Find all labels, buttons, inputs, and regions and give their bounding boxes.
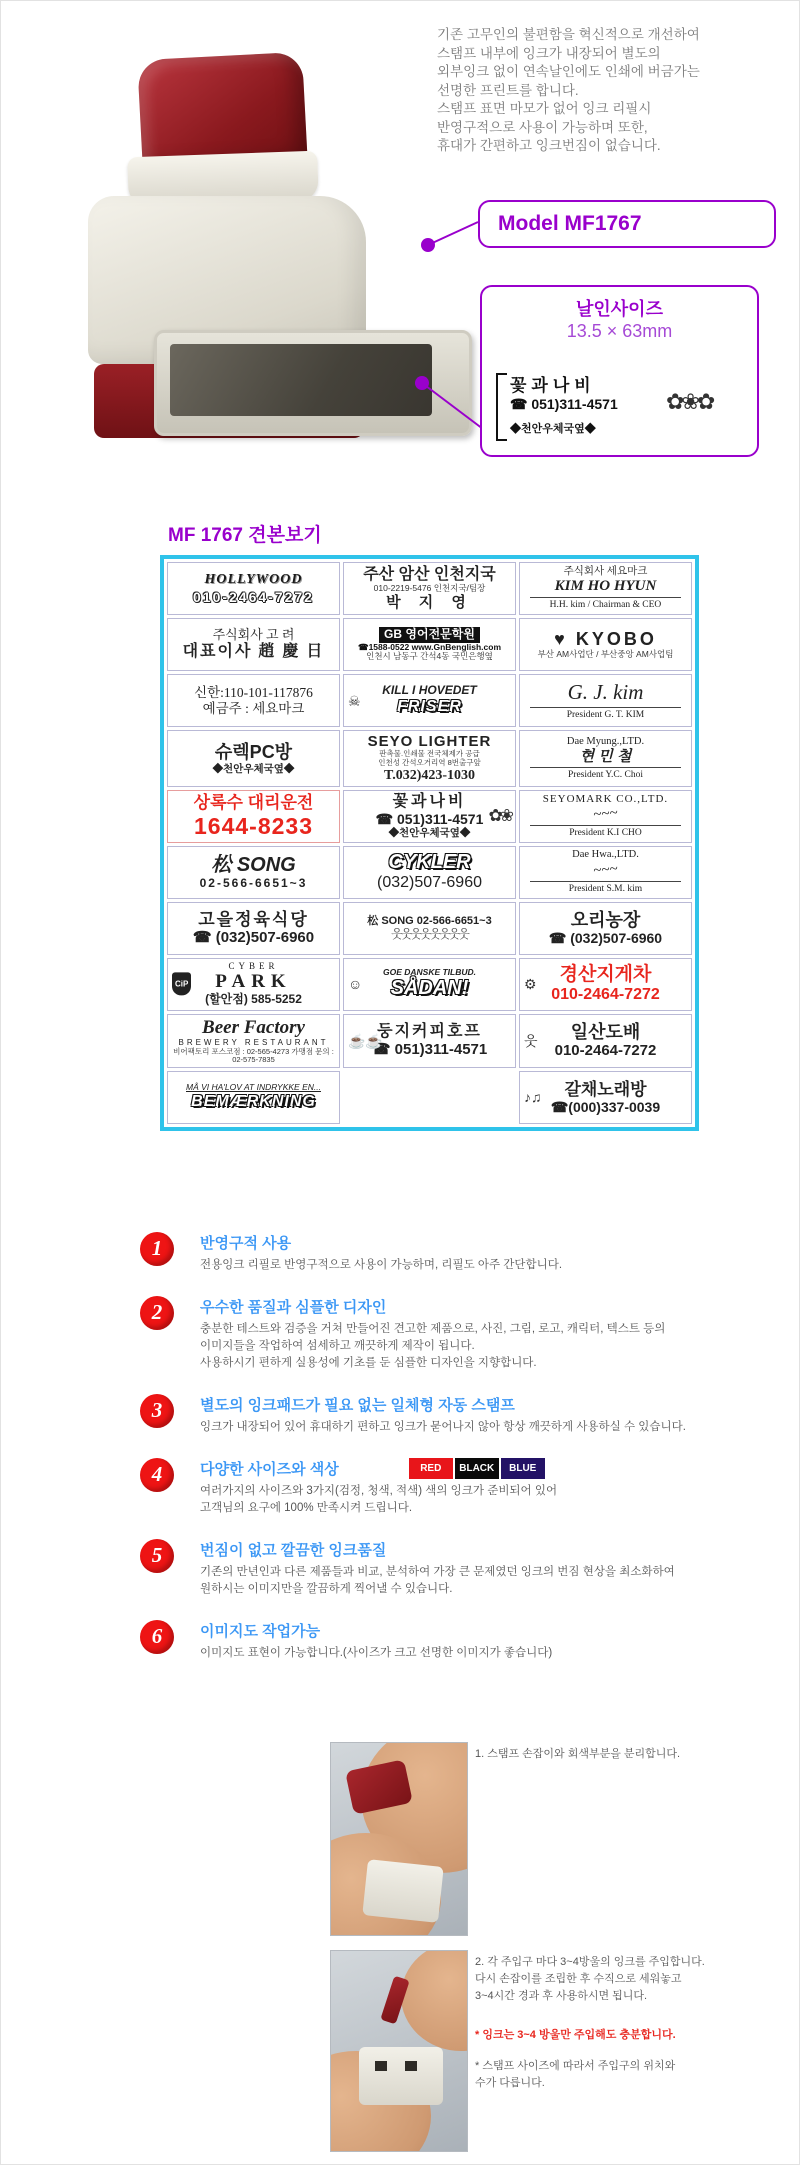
- sample-line: 일산도배: [570, 1021, 641, 1042]
- sample-line: KILL I HOVEDET: [382, 683, 477, 698]
- sample-line: 1644-8233: [194, 812, 313, 839]
- ink-color-chips: [409, 1458, 545, 1479]
- intro-description-line: 반영구적으로 사용이 가능하며 또한,: [437, 119, 648, 135]
- sample-line: ☎ 051)311-4571: [375, 811, 484, 828]
- sample-line: 박 지 영: [386, 593, 473, 611]
- sample-line: 주산 암산 인천지국: [363, 565, 496, 583]
- sample-line: G. J. kim: [567, 680, 644, 705]
- feature-title: 번짐이 없고 깔끔한 잉크품질: [200, 1542, 387, 1559]
- sample-line: 010-2464-7272: [551, 985, 660, 1003]
- feature-title: 반영구적 사용: [200, 1235, 292, 1252]
- sample-line: President G. T. KIM: [530, 707, 682, 721]
- feature-body: [200, 1458, 720, 1517]
- imprint-name: 꽃과나비: [510, 376, 596, 395]
- sample-line: ☎ (032)507-6960: [548, 930, 663, 947]
- step2-caption-line: 3~4시간 경과 후 사용하시면 됩니다.: [475, 1990, 648, 2002]
- sample-line: 010-2464-7272: [554, 1042, 657, 1060]
- size-value: 13.5 × 63mm: [566, 321, 673, 341]
- intro-description-line: 외부잉크 없이 연속날인에도 인쇄에 버금가는: [437, 64, 700, 79]
- sample-cyber-park: [167, 958, 340, 1011]
- step2-caption-line: 2. 각 주입구 마다 3~4방울의 잉크를 주입합니다.: [475, 1956, 705, 1968]
- feature-body: [200, 1296, 720, 1372]
- sample-line: 비어팩토리 포스코점 : 02-565-4273 가맹점 문의 : 02-575-7835: [173, 1046, 334, 1065]
- sample-line: 판촉물.인쇄물 전국체제가 공급: [379, 749, 480, 759]
- sample-kyobo: [519, 618, 692, 671]
- sample-line: HOLLYWOOD: [204, 572, 303, 588]
- step1-caption: 1. 스탬프 손잡이와 회색부분을 분리합니다.: [475, 1748, 681, 1760]
- product-photo: [70, 48, 470, 448]
- sample-bemaerkning: [167, 1071, 340, 1124]
- sample-shinhan-account: [167, 674, 340, 727]
- sample-line: BEMÆRKNING: [191, 1093, 316, 1111]
- sample-line: 02-566-6651~3: [199, 875, 308, 890]
- ink-port-shape: [405, 2061, 417, 2071]
- stamp-base-shape: [362, 1859, 443, 1923]
- feature-title: 다양한 사이즈와 색상: [200, 1461, 339, 1478]
- samples-grid: [160, 555, 699, 1131]
- sample-line: ◆천안우체국옆◆: [212, 762, 295, 775]
- sample-ilsan-dobae: [519, 1014, 692, 1068]
- sample-seyo-lighter: [343, 730, 516, 787]
- sample-line: SEYOMARK CO.,LTD.: [542, 793, 669, 806]
- sample-line: 갈채노래방: [564, 1079, 647, 1099]
- sample-line: ☎ 051)311-4571: [371, 1041, 488, 1059]
- sample-gnb-english: [343, 618, 516, 671]
- sample-line: 꽃과나비: [392, 792, 467, 810]
- sample-hollywood: [167, 562, 340, 615]
- hand-photo-shape: [401, 1950, 468, 2051]
- sample-line: KIM HO HYUN: [554, 577, 657, 594]
- sample-line: Dae Hwa.,LTD.: [572, 849, 639, 861]
- feature-body: [200, 1232, 720, 1274]
- sample-line: 주식회사 고 려: [212, 626, 295, 642]
- sample-line: Dae Myung.,LTD.: [566, 735, 645, 747]
- sample-line: 인천시 남동구 간석4동 국민은행옆: [366, 651, 493, 662]
- sample-daemyung: [519, 730, 692, 787]
- sample-line: PARK: [215, 971, 292, 993]
- sample-gyeongsan-forklift: [519, 958, 692, 1011]
- feature-title: 별도의 잉크패드가 필요 없는 일체형 자동 스탬프: [200, 1397, 515, 1414]
- forklift-doodle-icon: ⚙: [524, 976, 537, 993]
- feature-item: [140, 1296, 720, 1372]
- sample-seyomark-cho: [519, 790, 692, 843]
- cartoon-character-icon: ☺: [348, 976, 363, 993]
- skull-doodle-icon: ☠: [348, 692, 361, 709]
- sample-line: ◆천안우체국옆◆: [388, 827, 471, 840]
- sample-line: 상록수 대리운전: [193, 793, 314, 813]
- step2-extra-note-line: * 스탬프 사이즈에 따라서 주입구의 위치와: [475, 2060, 676, 2072]
- feature-item: [140, 1458, 720, 1517]
- sample-sadan: [343, 958, 516, 1011]
- sample-jusan-amsan: [343, 562, 516, 615]
- sample-duck-farm: [519, 902, 692, 955]
- sample-line: ☎1588-0522 www.GnBenglish.com: [357, 641, 501, 652]
- sample-line: President Y.C. Choi: [530, 767, 682, 781]
- sample-line: President K.I CHO: [530, 825, 682, 839]
- sample-line: 신한:110-101-117876: [194, 684, 313, 700]
- feature-item: [140, 1539, 720, 1598]
- feature-text-line: 고객님의 요구에 100% 만족시켜 드립니다.: [200, 1502, 413, 1514]
- sample-line: FRISER: [397, 698, 462, 716]
- intro-description-line: 스탬프 표면 마모가 없어 잉크 리필시: [437, 101, 652, 116]
- sample-shrek-pcbang: [167, 730, 340, 787]
- sample-cykler: [343, 846, 516, 899]
- intro-description-line: 선명한 프린트를 합니다.: [437, 82, 579, 98]
- intro-description: [437, 26, 777, 156]
- singing-notes-icon: ♪♫: [524, 1089, 542, 1106]
- sample-line: (032)507-6960: [377, 874, 482, 892]
- ink-color-chip-blue: BLUE: [501, 1458, 545, 1479]
- feature-text-line: 기존의 만년인과 다른 제품들과 비교, 분석하여 가장 큰 문제였던 잉크의 번짐 현상을 최소화하여: [200, 1566, 675, 1578]
- sample-line: GB 영어전문학원: [379, 627, 480, 643]
- sample-line: ♥ KYOBO: [554, 629, 657, 650]
- sample-line: 松 SONG 02-566-6651~3: [367, 914, 492, 927]
- sample-line: Beer Factory: [202, 1016, 305, 1038]
- step2-red-note: * 잉크는 3~4 방울만 주입해도 충분합니다.: [475, 2029, 676, 2041]
- feature-title: 우수한 품질과 심플한 디자인: [200, 1299, 387, 1316]
- imprint-address: ◆천안우체국옆◆: [510, 423, 596, 435]
- sample-line: SEYO LIGHTER: [367, 733, 492, 750]
- sample-line: 둥지커피호프: [377, 1022, 482, 1040]
- sample-line: 부산 AM사업단 / 부산중앙 AM사업팀: [537, 648, 674, 659]
- crowd-doodle-icon: 웃웃웃웃웃웃웃웃: [391, 926, 468, 941]
- feature-body: [200, 1394, 720, 1436]
- sample-imprint: [496, 371, 713, 436]
- samples-title: MF 1767 견본보기: [168, 525, 322, 546]
- sample-galchae-karaoke: [519, 1071, 692, 1124]
- step2-extra-note: [475, 2058, 785, 2092]
- size-callout: [480, 285, 759, 457]
- sample-gjkim: [519, 674, 692, 727]
- feature-body: [200, 1539, 720, 1598]
- sample-daehwa: [519, 846, 692, 899]
- sample-dungji-hof: [343, 1014, 516, 1068]
- feature-number-badge: 6: [140, 1620, 174, 1654]
- feature-text-line: 여러가지의 사이즈와 3가지(검정, 청색, 적색) 색의 잉크가 준비되어 있어: [200, 1485, 558, 1497]
- sample-line: MÅ VI HA'LOV AT INDRYKKE EN...: [186, 1082, 321, 1093]
- butterfly-flower-doodle: ✿❀✿: [666, 389, 713, 414]
- stamp-window-screen: [170, 344, 432, 416]
- feature-text-line: 잉크가 내장되어 있어 휴대하기 편하고 잉크가 묻어나지 않아 항상 깨끗하게 사용하실 수 있습니다.: [200, 1421, 686, 1433]
- sample-line: 예금주 : 세요마크: [202, 700, 305, 716]
- sample-line: H.H. kim / Chairman & CEO: [530, 597, 682, 611]
- sample-line: ~~~: [592, 860, 619, 879]
- flower-doodle-icon: ✿❀: [488, 806, 511, 826]
- feature-text-line: 이미지들을 작업하여 섬세하고 깨끗하게 제작이 됩니다.: [200, 1340, 475, 1352]
- feature-list: [140, 1232, 720, 1684]
- feature-item: [140, 1232, 720, 1274]
- ink-port-shape: [375, 2061, 387, 2071]
- size-title: 날인사이즈: [576, 299, 663, 319]
- sample-line: 오리농장: [570, 909, 641, 930]
- feature-number-badge: 1: [140, 1232, 174, 1266]
- sample-line: 고을정육식당: [198, 909, 309, 929]
- feature-number-badge: 2: [140, 1296, 174, 1330]
- feature-text-line: 원하시는 이미지만을 깔끔하게 찍어낼 수 있습니다.: [200, 1583, 453, 1595]
- sample-line: 슈렉PC방: [214, 741, 293, 762]
- sample-goryeo: [167, 618, 340, 671]
- painter-doodle-icon: 웃: [524, 1032, 538, 1049]
- sample-line: ☎(000)337-0039: [550, 1099, 661, 1116]
- intro-description-line: 휴대가 간편하고 잉크번짐이 없습니다.: [437, 138, 661, 153]
- step2-caption-line: 다시 손잡이를 조립한 후 수직으로 세워놓고: [475, 1973, 682, 1985]
- sample-line: CYBER: [228, 961, 279, 972]
- cip-shield-icon: CiP: [172, 973, 191, 996]
- ink-color-chip-red: RED: [409, 1458, 453, 1479]
- ink-color-chip-black: BLACK: [455, 1458, 499, 1479]
- feature-title: 이미지도 작업가능: [200, 1623, 321, 1640]
- feature-number-badge: 5: [140, 1539, 174, 1573]
- sample-line: 주식회사 세요마크: [563, 565, 648, 577]
- sample-line: ~~~: [592, 804, 619, 823]
- sample-line: 경산지게차: [559, 963, 652, 985]
- samples-grid-body: [167, 562, 692, 1124]
- sample-goeul-restaurant: [167, 902, 340, 955]
- sample-song: [167, 846, 340, 899]
- feature-text-line: 충분한 테스트와 검증을 거쳐 만들어진 견고한 제품으로, 사진, 그림, 로고, 캐릭터, 텍스트 등의: [200, 1323, 666, 1335]
- sample-song-crowd: [343, 902, 516, 955]
- sample-line: 현 민 철: [579, 747, 632, 765]
- sample-line: 010-2219-5476 인천지국/팀장: [373, 583, 486, 594]
- feature-text-line: 사용하시기 편하게 실용성에 기초를 둔 심플한 디자인을 지향합니다.: [200, 1357, 537, 1369]
- model-callout: Model MF1767: [478, 200, 776, 248]
- sample-line: ☎ (032)507-6960: [192, 929, 315, 947]
- beer-mugs-icon: ☕☕: [348, 1032, 383, 1049]
- sample-line: BREWERY RESTAURANT: [178, 1038, 329, 1048]
- sample-line: GOE DANSKE TILBUD.: [382, 966, 477, 977]
- feature-number-badge: 4: [140, 1458, 174, 1492]
- sample-seyomark-ceo: [519, 562, 692, 615]
- step2-caption: [475, 1954, 785, 2005]
- sample-line: 인천성 간석오거리역 8번출구앞: [378, 757, 481, 767]
- sample-line: 010-2464-7272: [193, 588, 314, 605]
- feature-text-line: 이미지도 표현이 가능합니다.(사이즈가 크고 선명한 이미지가 좋습니다): [200, 1647, 553, 1659]
- sample-line: CYKLER: [388, 851, 471, 874]
- sample-friser: [343, 674, 516, 727]
- step2-photo: [330, 1950, 468, 2152]
- sample-line: President S.M. kim: [530, 881, 682, 895]
- bracket-mark: [496, 373, 507, 441]
- sample-line: 松 SONG: [211, 853, 296, 876]
- sample-line: T.032)423-1030: [383, 767, 476, 783]
- feature-item: [140, 1394, 720, 1436]
- sample-flower-butterfly: [343, 790, 516, 843]
- sample-line: 대표이사 趙 慶 日: [182, 642, 325, 660]
- feature-item: [140, 1620, 720, 1662]
- sample-beer-factory: [167, 1014, 340, 1068]
- stamp-base-shape: [359, 2047, 443, 2105]
- feature-text-line: 전용잉크 리필로 반영구적으로 사용이 가능하며, 리필도 아주 간단합니다.: [200, 1259, 563, 1271]
- intro-description-line: 스탬프 내부에 잉크가 내장되어 별도의: [437, 45, 661, 61]
- sample-line: SÅDAN!: [390, 977, 469, 1000]
- imprint-phone: ☎ 051)311-4571: [510, 396, 618, 412]
- intro-description-line: 기존 고무인의 불편함을 혁신적으로 개선하여: [437, 27, 700, 42]
- sample-sangnoksu: [167, 790, 340, 843]
- feature-body: [200, 1620, 720, 1662]
- sample-line: (할안점) 585-5252: [205, 992, 302, 1007]
- sample-empty: [343, 1071, 516, 1124]
- feature-number-badge: 3: [140, 1394, 174, 1428]
- step1-photo: [330, 1742, 468, 1936]
- step2-extra-note-line: 수가 다릅니다.: [475, 2077, 545, 2089]
